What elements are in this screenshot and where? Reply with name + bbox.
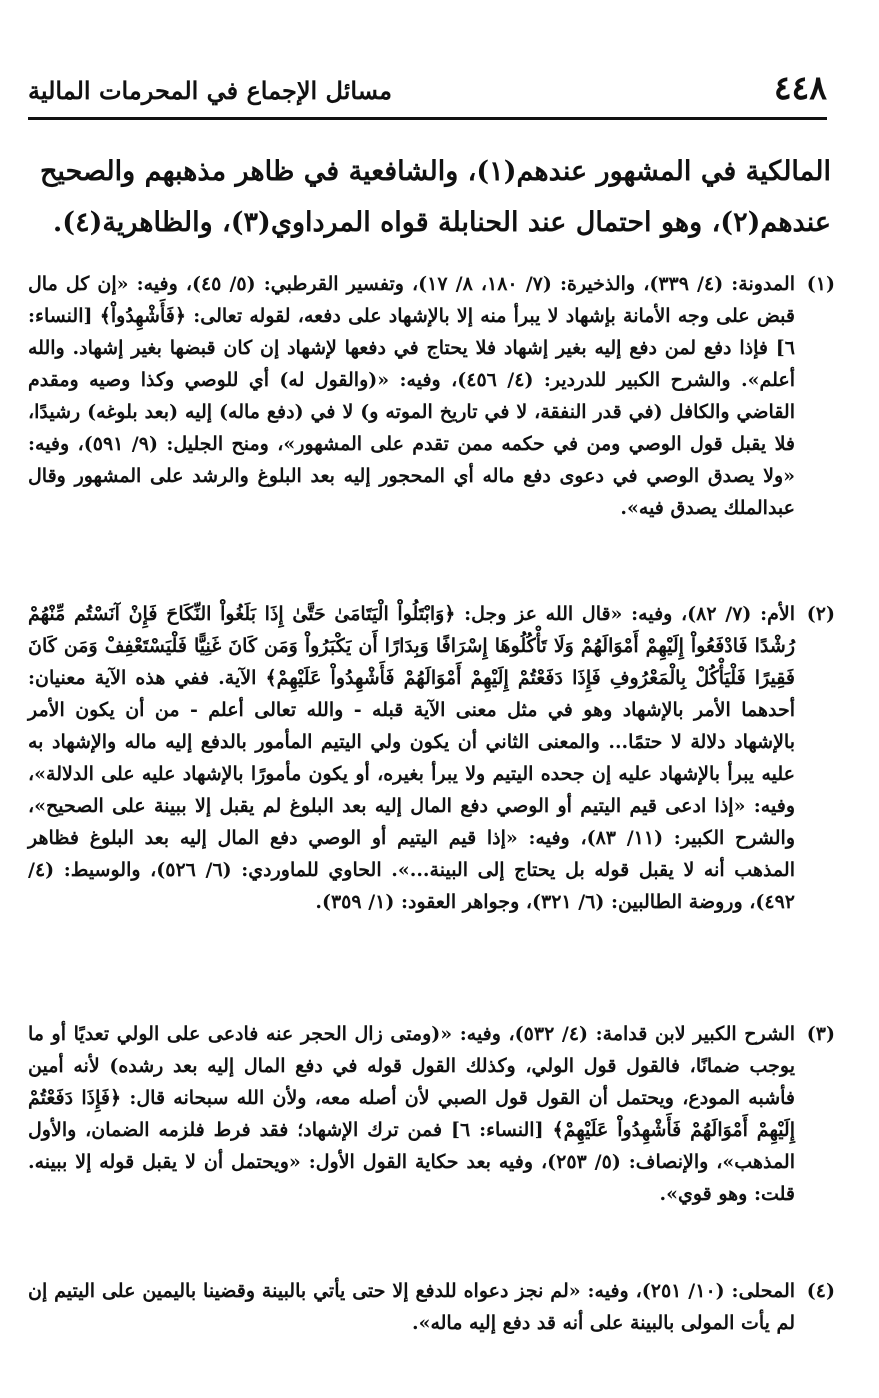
running-title: مسائل الإجماع في المحرمات المالية — [28, 76, 392, 105]
footnote-text: المدونة: (٤/ ٣٣٩)، والذخيرة: (٧/ ١٨٠، ٨/ ١٧)، وتفسير القرطبي: (٥/ ٤٥)، وفيه: «إن كل مال قبض على وجه الأمانة بإشهاد لا يبرأ منه إلا بالإشهاد على دفعه، لقوله تعالى: ﴿فَأَشْهِدُواْ﴾ [النساء: ٦] فإذا دفع لمن دفع إليه بغير إشهاد فلا يحتاج في دفعها لإشهاد إن كان قبضها بغير إشهاد. والله أعلم». والشرح الكبير للدردير: (٤/ ٤٥٦)، وفيه: «(والقول له) أي للوصي وكذا وصيه ومقدم القاضي والكافل (في قدر النفقة، لا في تاريخ الموته و) لا في (دفع ماله) إليه (بعد بلوغه) رشيدًا، فلا يقبل قول الوصي ومن في حكمه ممن تقدم على المشهور»، ومنح الجليل: (٩/ ٥٩١)، وفيه: «ولا يصدق الوصي في دعوى دفع ماله أي المحجور إليه بعد البلوغ والرشد على المشهور وقال عبدالملك يصدق فيه». — [28, 273, 795, 519]
footnote-2 — [28, 598, 835, 1018]
header-rule — [28, 117, 827, 120]
footnote-number: (٢) — [806, 603, 835, 625]
footnote-number: (٣) — [806, 1023, 835, 1045]
footnote-1 — [28, 268, 835, 598]
main-paragraph: المالكية في المشهور عندهم(١)، والشافعية في ظاهر مذهبهم والصحيح عندهم(٢)، وهو احتمال عند الحنابلة قواه المرداوي(٣)، والظاهرية(٤). — [40, 156, 831, 238]
main-body — [40, 146, 831, 248]
footnote-number: (١) — [806, 273, 835, 295]
footnote-text: المحلى: (١٠/ ٢٥١)، وفيه: «لم نجز دعواه للدفع إلا حتى يأتي بالبينة وقضينا باليمين على اليتيم إن لم يأت المولى بالبينة على أنه قد دفع إليه ماله». — [28, 1280, 796, 1334]
footnote-text: الأم: (٧/ ٨٢)، وفيه: «قال الله عز وجل: ﴿وَابْتَلُواْ الْيَتَامَىٰ حَتَّىٰ إِذَا بَلَغُواْ النِّكَاحَ فَإِنْ آنَسْتُم مِّنْهُمْ رُشْدًا فَادْفَعُواْ إِلَيْهِمْ أَمْوَالَهُمْ وَلَا تَأْكُلُوهَا إِسْرَافًا وَبِدَارًا أَن يَكْبَرُواْ وَمَن كَانَ غَنِيًّا فَلْيَسْتَعْفِفْ وَمَن كَانَ فَقِيرًا فَلْيَأْكُلْ بِالْمَعْرُوفِ فَإِذَا دَفَعْتُمْ إِلَيْهِمْ أَمْوَالَهُمْ فَأَشْهِدُواْ عَلَيْهِمْ﴾ الآية. ففي هذه الآية معنيان: أحدهما الأمر بالإشهاد وهو في مثل معنى الآية قبله - والله تعالى أعلم - من أن يكون الأمر بالإشهاد دلالة لا حتمًا... والمعنى الثاني أن يكون ولي اليتيم المأمور بالدفع إليه ماله والإشهاد به عليه يبرأ بالإشهاد عليه إن جحده اليتيم ولا يبرأ بغيره، أو يكون مأمورًا بالإشهاد عليه على الدلالة»، وفيه: «إذا ادعى قيم اليتيم أو الوصي دفع المال إليه بعد البلوغ لم يقبل إلا ببينة على الصحيح»، والشرح الكبير: (١١/ ٨٣)، وفيه: «إذا قيم اليتيم أو الوصي دفع المال إليه بعد البلوغ فظاهر المذهب أنه لا يقبل قوله بل يحتاج إلى البينة...». الحاوي للماوردي: (٦/ ٥٢٦)، والوسيط: (٤/ ٤٩٢)، وروضة الطالبين: (٦/ ٣٢١)، وجواهر العقود: (١/ ٣٥٩). — [28, 603, 795, 913]
page-header — [28, 66, 827, 114]
footnote-3 — [28, 1018, 835, 1275]
footnote-number: (٤) — [806, 1280, 835, 1302]
footnote-text: الشرح الكبير لابن قدامة: (٤/ ٥٣٢)، وفيه: «(ومتى زال الحجر عنه فادعى على الولي تعديًا أو ما يوجب ضمانًا، فالقول قول الولي، وكذلك القول قوله في دفع المال إليه بعد رشده) لأنه أمين فأشبه المودع، ويحتمل أن القول قول الصبي لأن أصله معه، ولأن الله سبحانه قال: ﴿فَإِذَا دَفَعْتُمْ إِلَيْهِمْ أَمْوَالَهُمْ فَأَشْهِدُواْ عَلَيْهِمْ﴾ [النساء: ٦] فمن ترك الإشهاد؛ فقد فرط فلزمه الضمان، والأول المذهب»، والإنصاف: (٥/ ٢٥٣)، وفيه بعد حكاية القول الأول: «ويحتمل أن لا يقبل قوله إلا ببينه. قلت: وهو قوي». — [28, 1023, 795, 1205]
page-number: ٤٤٨ — [773, 68, 827, 107]
footnotes-section — [28, 268, 835, 1345]
footnote-4 — [28, 1275, 835, 1345]
